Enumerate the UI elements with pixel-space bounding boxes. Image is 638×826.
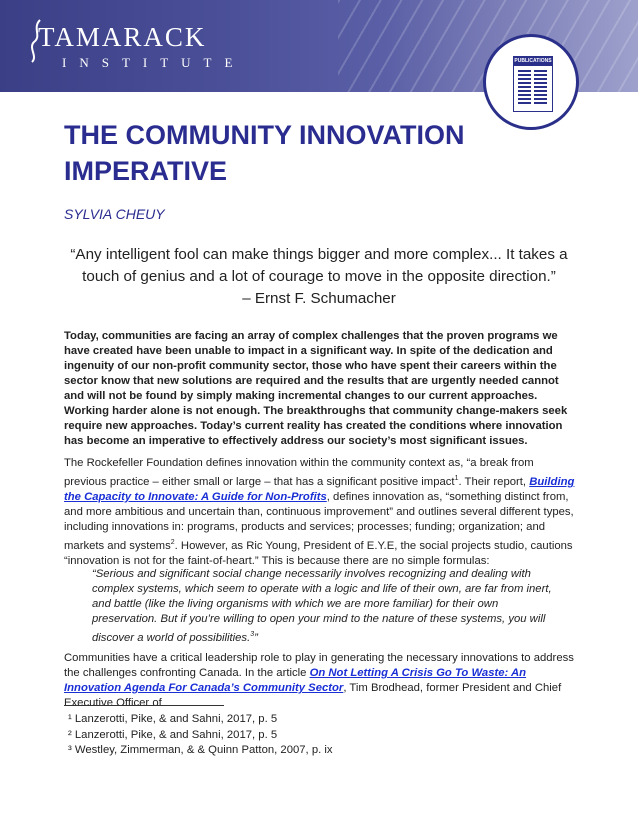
block-quote bbox=[92, 567, 552, 646]
footnote: ³ Westley, Zimmerman, & & Quinn Patton, 2007, p. ix bbox=[68, 744, 333, 756]
footnote: ¹ Lanzerotti, Pike, & and Sahni, 2017, p. 5 bbox=[68, 713, 278, 725]
epigraph-quote bbox=[64, 244, 574, 310]
publications-badge-icon bbox=[483, 34, 579, 130]
paragraph-leadership bbox=[64, 651, 576, 711]
quote-attribution: – Ernst F. Schumacher bbox=[242, 290, 396, 307]
text-column-icon bbox=[534, 70, 547, 106]
author-name: SYLVIA CHEUY bbox=[64, 206, 165, 222]
paragraph-innovation-definition bbox=[64, 456, 576, 569]
text-run: Communities have a critical leadership role to play in generating the necessary innovations to address the challenges confronting Canada. In the article bbox=[64, 652, 574, 679]
text-run: . However, as Ric Young, President of E.Y.E, the social projects studio, cautions “innovation is not for the faint-of-heart.” This is because there are no simple formulas: bbox=[64, 539, 573, 567]
logo-subtitle: INSTITUTE bbox=[62, 55, 246, 70]
text-run: , defines innovation as, “something distinct from, and more ambitious and uncertain than, continuous improvement” and outlines several different types, including innovations in: programs, products and services; processes; funding; organization; and markets and systems bbox=[64, 490, 574, 552]
text-run: ” bbox=[254, 631, 258, 644]
intro-paragraph: Today, communities are facing an array of complex challenges that the proven programs we have created have been unable to impact in a significant way. In spite of the dedication and ingenuity of our non-profit community sector, those who have spent their careers within the sector know that new solutions are required and the results that are urgently needed cannot and will not be found by simply making incremental changes to our current approaches. Working harder alone is not enough. The breakthroughs that community change-makers seek require new approaches. Today’s current reality has created the conditions where innovation has become an imperative to effectively address our society’s most significant issues. bbox=[64, 330, 568, 447]
quote-line: “Any intelligent fool can make things bigger and more complex... It takes a bbox=[70, 246, 568, 263]
footnote-ref: 2 bbox=[170, 538, 175, 546]
text-run: . Their report, bbox=[458, 475, 530, 488]
document-icon bbox=[513, 56, 553, 112]
badge-label: PUBLICATIONS bbox=[514, 58, 552, 64]
quote-line: touch of genius and a lot of courage to move in the opposite direction.” bbox=[82, 268, 556, 285]
link-building-capacity[interactable]: Building the Capacity to Innovate: A Guide for Non-Profits bbox=[64, 475, 575, 503]
footnote: ² Lanzerotti, Pike, & and Sahni, 2017, p. 5 bbox=[68, 728, 278, 741]
link-crisis-article[interactable]: On Not Letting A Crisis Go To Waste: An Innovation Agenda For Canada’s Community Sector bbox=[64, 667, 527, 694]
logo-name: TAMARACK bbox=[38, 22, 207, 52]
text-run: The Rockefeller Foundation defines innovation within the community context as, “a break from previous practice – either small or large – that has a significant positive impact bbox=[64, 457, 534, 488]
text-column-icon bbox=[518, 70, 531, 106]
text-run: , Tim Brodhead, former President and Chief Executive Officer of bbox=[64, 682, 562, 709]
text-run: “Serious and significant social change necessarily involves recognizing and dealing with complex systems, which seem to operate with a logic and life of their own, are far from inert, and battle (like the living organisms with which we are more familiar) for their own preservation. But if you’re willing to open your mind to the nature of these systems, you will discover a world of possibilities. bbox=[92, 568, 552, 644]
footnote-ref: 3 bbox=[250, 631, 255, 638]
footnotes bbox=[68, 712, 333, 759]
footnote-ref: 1 bbox=[454, 475, 459, 482]
footnote-divider bbox=[64, 705, 224, 706]
document-title: THE COMMUNITY INNOVATION IMPERATIVE bbox=[64, 120, 465, 186]
